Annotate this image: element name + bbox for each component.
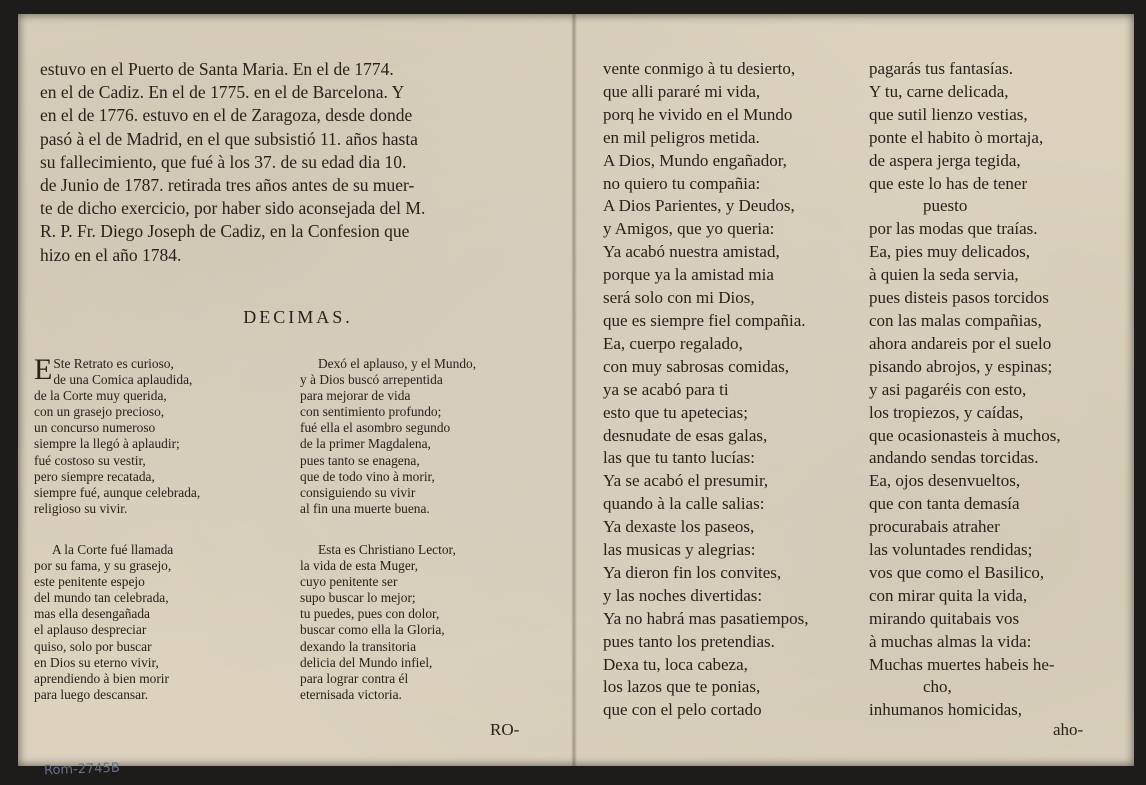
verse-line: religioso su vivir.: [34, 500, 128, 516]
verse-line: Ea, cuerpo regalado,: [603, 333, 743, 353]
prose-line: de Junio de 1787. retirada tres años antes de su muer-: [40, 175, 415, 196]
verse-line: para luego descansar.: [34, 686, 149, 702]
verse-line: por su fama, y su grasejo,: [34, 558, 172, 574]
verse-line: con mirar quita la vida,: [869, 585, 1028, 605]
verse-line: con un grasejo precioso,: [34, 404, 165, 420]
verse-line: ya se acabó para ti: [603, 379, 729, 399]
verse-line: siempre fué, aunque celebrada,: [34, 484, 201, 500]
verse-line: que sutil lienzo vestias,: [869, 104, 1028, 124]
verse-line: Ya se acabó el presumir,: [603, 471, 769, 491]
verse-line: que con tanta demasía: [869, 494, 1020, 514]
verse-line: pisando abrojos, y espinas;: [869, 356, 1053, 376]
verse-line: pues disteis pasos torcidos: [869, 288, 1049, 308]
prose-line: R. P. Fr. Diego Joseph de Cadiz, en la Confesion que: [40, 221, 410, 242]
verse-line: consiguiendo su vivir: [300, 484, 416, 500]
verse-line: Ya no habrá mas pasatiempos,: [603, 608, 809, 628]
verse-line: Dexa tu, loca cabeza,: [603, 654, 748, 674]
catchword-right: aho-: [1053, 720, 1084, 739]
decima-4: [300, 542, 456, 703]
verse-line: que con el pelo cortado: [603, 700, 762, 720]
right-page: [577, 14, 1134, 766]
prose-line: estuvo en el Puerto de Santa Maria. En el de 1774.: [40, 59, 394, 79]
prose-line: hizo en el año 1784.: [40, 244, 182, 265]
verse-line: A Dios, Mundo engañador,: [603, 150, 787, 170]
verse-line: Ya acabó nuestra amistad,: [603, 242, 780, 262]
verse-line: supo buscar lo mejor;: [300, 590, 416, 606]
verse-line: delicia del Mundo infiel,: [300, 654, 433, 670]
verse-line: Y tu, carne delicada,: [869, 81, 1009, 101]
verse-line: y à Dios buscó arrepentida: [300, 372, 443, 388]
verse-line: esto que tu apetecias;: [603, 402, 748, 422]
verse-line: pues tanto los pretendias.: [603, 631, 775, 651]
verse-line: de aspera jerga tegida,: [869, 150, 1021, 170]
verse-line: A Dios Parientes, y Deudos,: [603, 196, 795, 216]
verse-line: andando sendas torcidas.: [869, 448, 1039, 468]
verse-line: Muchas muertes habeis he-: [869, 654, 1055, 674]
verse-line: siempre la llegó à aplaudir;: [34, 436, 180, 452]
prose-line: en el de 1776. estuvo en el de Zaragoza, desde donde: [40, 105, 413, 126]
verse-line: Ste Retrato es curioso,: [53, 356, 174, 371]
verse-line: de la Corte muy querida,: [34, 388, 167, 404]
prose-line: pasó à el de Madrid, en el que subsistió 11. años hasta: [40, 128, 418, 149]
verse-line: porque ya la amistad mia: [603, 265, 774, 285]
verse-line: en Dios su eterno vivir,: [34, 654, 159, 670]
verse-line: cho,: [923, 677, 952, 697]
verse-line: que este lo has de tener: [869, 173, 1028, 193]
verse-line: desnudate de esas galas,: [603, 425, 768, 445]
verse-line: Ea, ojos desenvueltos,: [869, 471, 1021, 491]
verse-line: buscar como ella la Gloria,: [300, 622, 445, 638]
decima-2: [34, 542, 173, 703]
verse-line: con sentimiento profundo;: [300, 404, 442, 420]
verse-line: y Amigos, que yo queria:: [603, 219, 775, 239]
verse-column-2: [869, 58, 1061, 722]
verse-line: que alli pararé mi vida,: [603, 81, 761, 101]
verse-line: las musicas y alegrias:: [603, 540, 756, 560]
prose-block: [40, 58, 562, 267]
verse-line: porq he vivido en el Mundo: [603, 104, 793, 124]
verse-line: à quien la seda servia,: [869, 265, 1019, 285]
shelfmark: Rom-2745B: [43, 760, 121, 779]
verse-line: Ea, pies muy delicados,: [869, 242, 1030, 262]
verse-line: inhumanos homicidas,: [869, 700, 1022, 720]
verse-line: à muchas almas la vida:: [869, 631, 1032, 651]
verse-column-1: [603, 58, 809, 722]
decima-3: [300, 356, 476, 517]
verse-line: Dexó el aplauso, y el Mundo,: [318, 356, 477, 371]
verse-line: cuyo penitente ser: [300, 574, 398, 590]
verse-line: será solo con mi Dios,: [603, 288, 755, 308]
verse-line: los tropiezos, y caídas,: [869, 402, 1024, 422]
verse-line: tu puedes, pues con dolor,: [300, 606, 440, 622]
verse-line: los lazos que te ponias,: [603, 677, 761, 697]
verse-line: vos que como el Basilico,: [869, 562, 1045, 582]
prose-line: te de dicho exercicio, por haber sido aconsejada del M.: [40, 198, 426, 219]
verse-line: procurabais atraher: [869, 517, 1000, 537]
verse-line: las que tu tanto lucías:: [603, 448, 756, 468]
verse-line: la vida de esta Muger,: [300, 558, 419, 574]
verse-line: fué ella el asombro segundo: [300, 420, 451, 436]
verse-line: para mejorar de vida: [300, 388, 411, 404]
verse-line: quando à la calle salias:: [603, 494, 765, 514]
verse-line: de la primer Magdalena,: [300, 436, 431, 452]
verse-line: Ya dieron fin los convites,: [603, 562, 782, 582]
verse-line: las voluntades rendidas;: [869, 540, 1033, 560]
verse-line: pues tanto se enagena,: [300, 452, 420, 468]
verse-line: un concurso numeroso: [34, 420, 156, 436]
verse-line: mas ella desengañada: [34, 606, 150, 622]
verse-line: y asi pagaréis con esto,: [869, 379, 1027, 399]
verse-line: eternisada victoria.: [300, 686, 402, 702]
verse-line: pero siempre recatada,: [34, 468, 155, 484]
verse-line: en mil peligros metida.: [603, 127, 760, 147]
verse-line: Ya dexaste los paseos,: [603, 517, 755, 537]
left-page: [18, 14, 571, 779]
verse-line: con muy sabrosas comidas,: [603, 356, 790, 376]
verse-line: vente conmigo à tu desierto,: [603, 59, 796, 78]
catchword-left: RO-: [490, 720, 520, 739]
verse-line: que de todo vino à morir,: [300, 468, 435, 484]
verse-line: el aplauso despreciar: [34, 622, 147, 638]
verse-line: al fin una muerte buena.: [300, 500, 430, 516]
verse-line: y las noches divertidas:: [603, 585, 763, 605]
verse-line: fué costoso su vestir,: [34, 452, 146, 468]
section-title: DECIMAS.: [243, 307, 353, 327]
verse-line: ponte el habito ò mortaja,: [869, 127, 1044, 147]
verse-line: este penitente espejo: [34, 574, 145, 590]
decima-1-lines: [34, 372, 200, 517]
verse-line: dexando la transitoria: [300, 638, 417, 654]
verse-line: por las modas que traías.: [869, 219, 1038, 239]
decima-1: [34, 353, 201, 517]
verse-line: aprendiendo à bien morir: [34, 670, 169, 686]
verse-line: que ocasionasteis à muchos,: [869, 425, 1061, 445]
drop-cap: E: [34, 353, 53, 386]
verse-line: que es siempre fiel compañia.: [603, 310, 806, 330]
verse-line: ahora andareis por el suelo: [869, 333, 1052, 353]
verse-line: de una Comica aplaudida,: [53, 372, 193, 388]
verse-line: quiso, solo por buscar: [34, 638, 152, 654]
verse-line: pagarás tus fantasías.: [869, 59, 1013, 78]
verse-line: mirando quitabais vos: [869, 608, 1020, 628]
verse-line: A la Corte fué llamada: [52, 542, 174, 557]
prose-line: en el de Cadiz. En el de 1775. en el de Barcelona. Y: [40, 82, 405, 103]
verse-line: puesto: [923, 196, 968, 216]
verse-line: para lograr contra él: [300, 670, 409, 686]
verse-line: con las malas compañias,: [869, 310, 1042, 330]
prose-line: su fallecimiento, que fué à los 37. de su edad dia 10.: [40, 151, 407, 172]
verse-line: no quiero tu compañia:: [603, 173, 761, 193]
verse-line: Esta es Christiano Lector,: [318, 542, 456, 557]
verse-line: del mundo tan celebrada,: [34, 590, 169, 606]
